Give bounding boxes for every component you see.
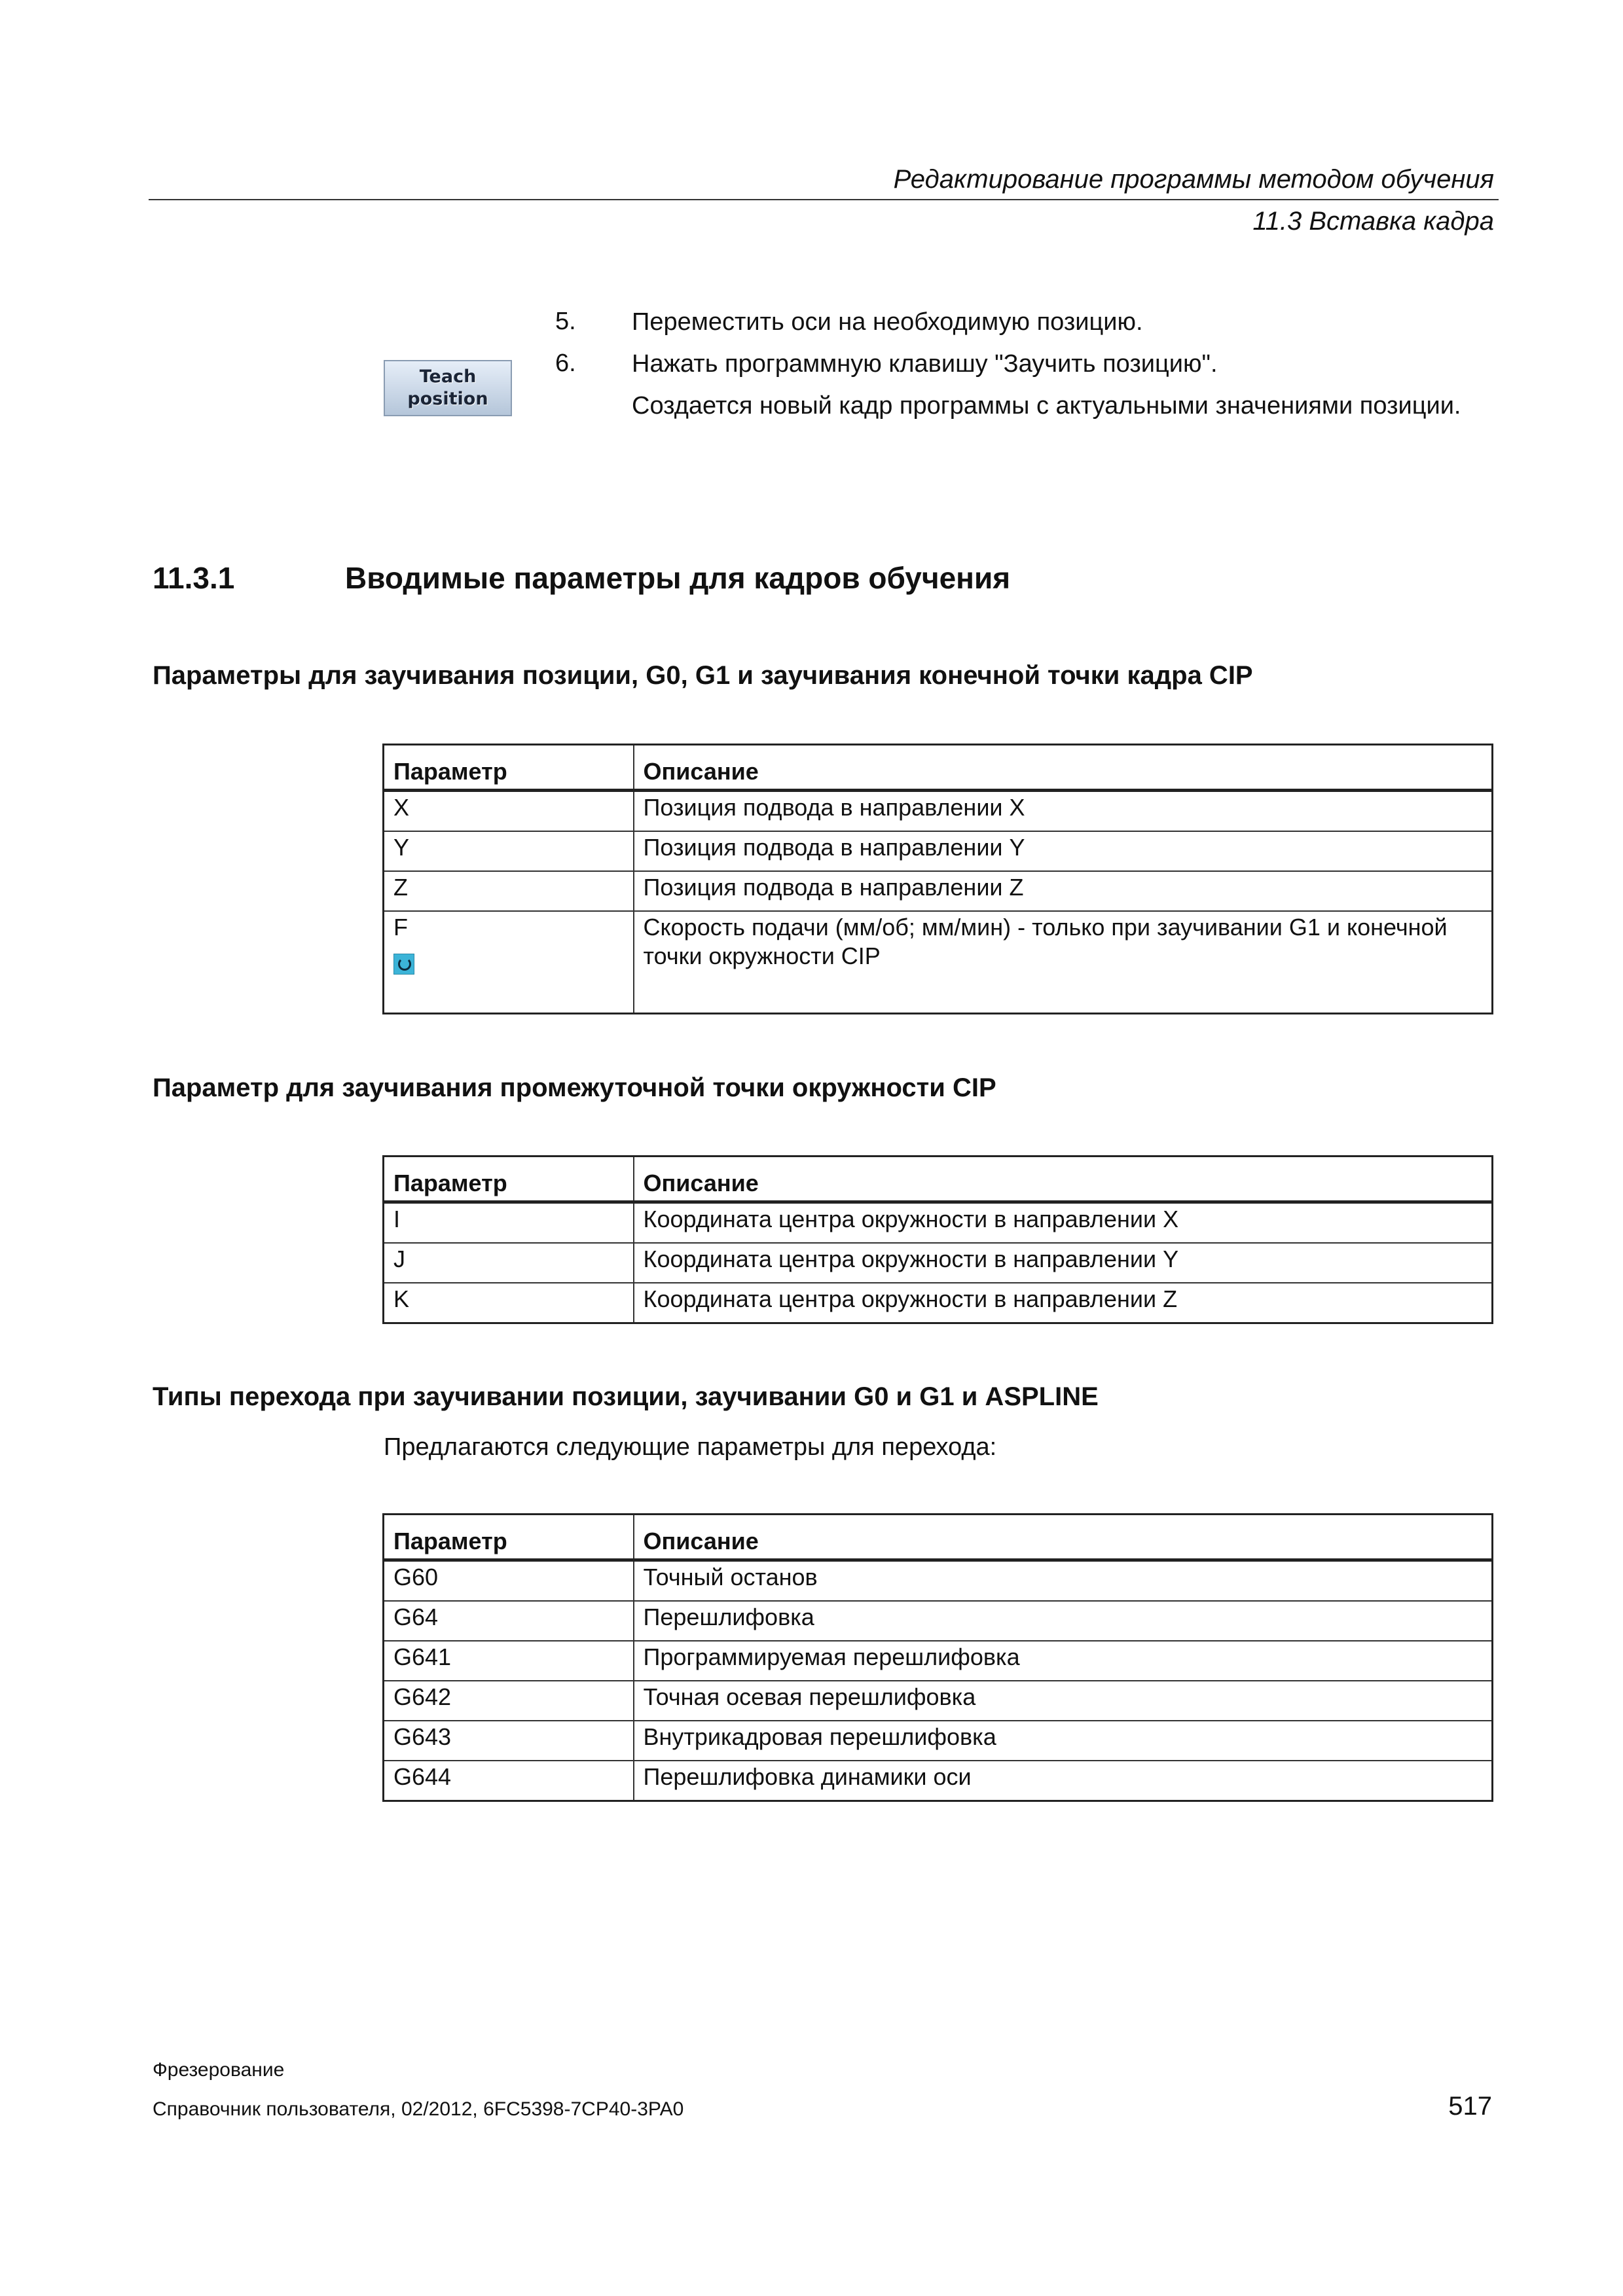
step-note: Создается новый кадр программы с актуальными значениями позиции. <box>632 392 1461 420</box>
param-label: F <box>393 914 408 941</box>
param-cell: G643 <box>384 1721 634 1761</box>
step-text: Переместить оси на необходимую позицию. <box>632 308 1143 336</box>
param-cell: G60 <box>384 1560 634 1602</box>
param-cell: I <box>384 1202 634 1244</box>
desc-cell: Перешлифовка динамики оси <box>634 1761 1493 1801</box>
column-header-desc: Описание <box>634 1157 1493 1202</box>
table-row <box>384 1202 1493 1244</box>
teach-position-softkey[interactable] <box>384 360 512 416</box>
table-row <box>384 1761 1493 1801</box>
param-cell: Y <box>384 831 634 871</box>
params-table-transition <box>382 1513 1493 1802</box>
header-chapter-title: Редактирование программы методом обучения <box>893 165 1494 194</box>
param-cell: X <box>384 791 634 832</box>
table3-intro: Предлагаются следующие параметры для перехода: <box>384 1433 997 1461</box>
param-cell: G64 <box>384 1601 634 1641</box>
table1-heading: Параметры для заучивания позиции, G0, G1 и заучивания конечной точки кадра CIP <box>153 661 1253 690</box>
param-cell: G642 <box>384 1681 634 1721</box>
page-number: 517 <box>1448 2092 1492 2121</box>
step-number: 6. <box>555 350 576 377</box>
param-cell-with-icon <box>384 911 634 1014</box>
header-divider <box>149 199 1499 200</box>
table-row <box>384 831 1493 871</box>
section-number: 11.3.1 <box>153 561 235 595</box>
section-title: Вводимые параметры для кадров обучения <box>345 561 1011 595</box>
params-table-position <box>382 744 1493 1014</box>
desc-cell: Точный останов <box>634 1560 1493 1602</box>
table2-heading: Параметр для заучивания промежуточной точки окружности CIP <box>153 1073 996 1102</box>
desc-cell: Внутрикадровая перешлифовка <box>634 1721 1493 1761</box>
param-cell: K <box>384 1283 634 1323</box>
table-row <box>384 1243 1493 1283</box>
column-header-desc: Описание <box>634 1515 1493 1560</box>
desc-cell: Координата центра окружности в направлении Z <box>634 1283 1493 1323</box>
column-header-param: Параметр <box>384 745 634 791</box>
params-table-intermediate <box>382 1155 1493 1324</box>
desc-cell: Скорость подачи (мм/об; мм/мин) - только при заучивании G1 и конечной точки окружности CIP <box>634 911 1493 1014</box>
column-header-param: Параметр <box>384 1515 634 1560</box>
table-row <box>384 911 1493 1014</box>
desc-cell: Перешлифовка <box>634 1601 1493 1641</box>
table-row <box>384 871 1493 911</box>
step-number: 5. <box>555 308 576 335</box>
desc-cell: Точная осевая перешлифовка <box>634 1681 1493 1721</box>
param-cell: G641 <box>384 1641 634 1681</box>
footer-product: Фрезерование <box>153 2059 285 2081</box>
column-header-desc: Описание <box>634 745 1493 791</box>
table-row <box>384 1601 1493 1641</box>
table-row <box>384 1721 1493 1761</box>
softkey-label-line2: position <box>407 389 488 409</box>
table-row <box>384 1681 1493 1721</box>
step-text: Нажать программную клавишу "Заучить позицию". <box>632 350 1218 378</box>
cip-circle-icon <box>393 954 414 975</box>
desc-cell: Программируемая перешлифовка <box>634 1641 1493 1681</box>
desc-cell: Координата центра окружности в направлении Y <box>634 1243 1493 1283</box>
param-cell: G644 <box>384 1761 634 1801</box>
table-row <box>384 1560 1493 1602</box>
desc-cell: Позиция подвода в направлении Z <box>634 871 1493 911</box>
table-row <box>384 1641 1493 1681</box>
desc-cell: Координата центра окружности в направлении X <box>634 1202 1493 1244</box>
column-header-param: Параметр <box>384 1157 634 1202</box>
table3-heading: Типы перехода при заучивании позиции, заучивании G0 и G1 и ASPLINE <box>153 1382 1099 1411</box>
footer-manual-info: Справочник пользователя, 02/2012, 6FC5398-7CP40-3PA0 <box>153 2098 684 2120</box>
header-section-ref: 11.3 Вставка кадра <box>1252 207 1494 236</box>
table-row <box>384 791 1493 832</box>
param-cell: Z <box>384 871 634 911</box>
param-cell: J <box>384 1243 634 1283</box>
desc-cell: Позиция подвода в направлении Y <box>634 831 1493 871</box>
desc-cell: Позиция подвода в направлении X <box>634 791 1493 832</box>
table-row <box>384 1283 1493 1323</box>
softkey-label-line1: Teach <box>419 367 477 387</box>
